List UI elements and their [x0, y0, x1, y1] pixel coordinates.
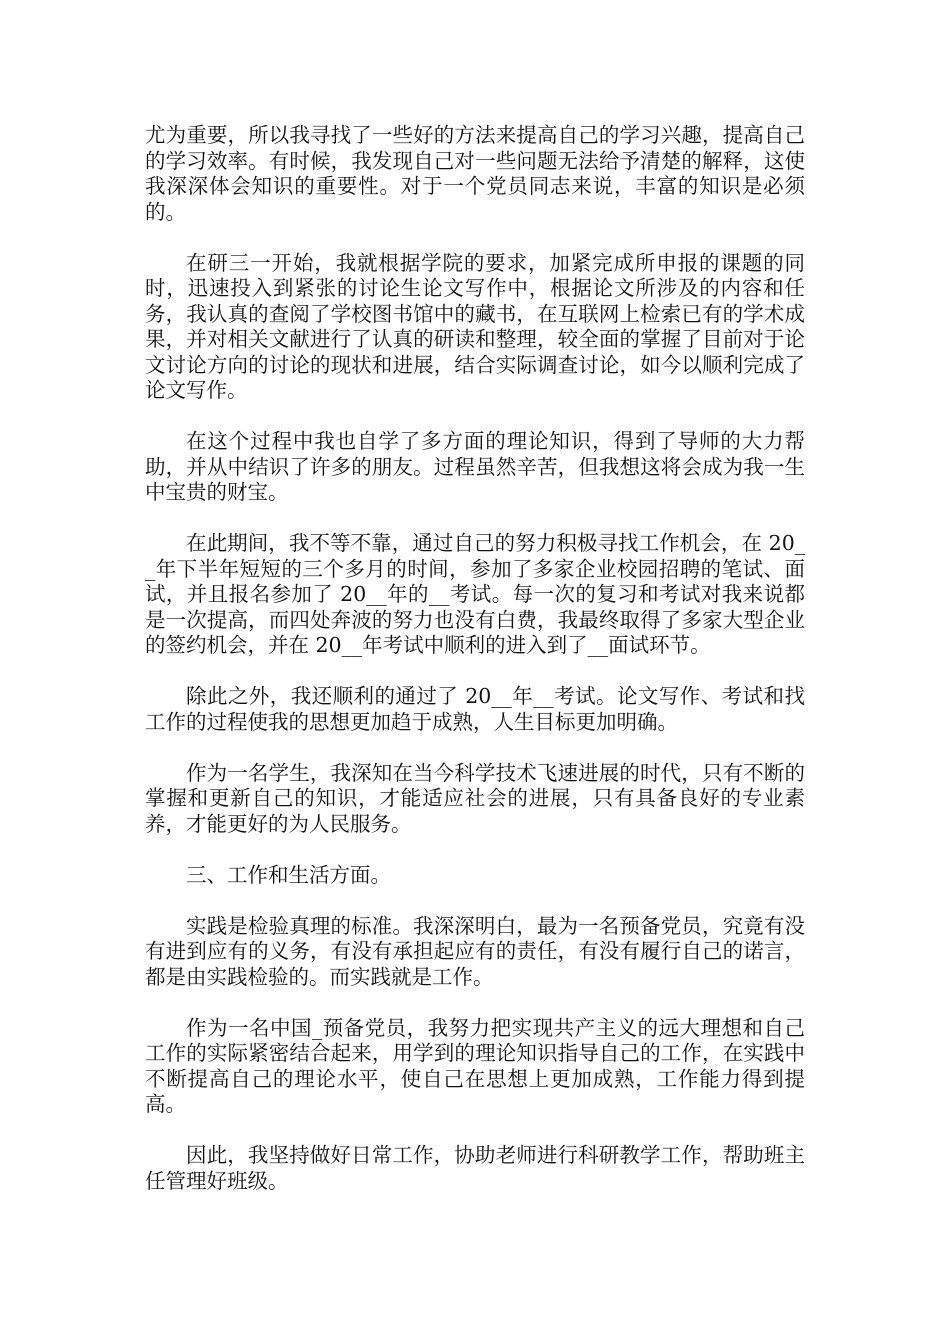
paragraph-job-search: 在此期间，我不等不靠，通过自己的努力积极寻找工作机会，在 20__年下半年短短的三个多月的时间，参加了多家企业校园招聘的笔试、面试，并且报名参加了 20__年的__考试。每一次的复习和考试对我来说都是一次提高，而四处奔波的努力也没有白费，我最终取得了多家大型企业的签约机会，并在 20__年考试中顺利的进入到了__面试环节。	[145, 531, 805, 657]
paragraph-daily-work: 因此，我坚持做好日常工作，协助老师进行科研教学工作，帮助班主任管理好班级。	[145, 1143, 805, 1193]
paragraph-exam: 除此之外，我还顺利的通过了 20__年__考试。论文写作、考试和找工作的过程使我的思想更加趋于成熟，人生目标更加明确。	[145, 684, 805, 734]
section-heading-work-life: 三、工作和生活方面。	[186, 862, 391, 887]
paragraph-thesis-writing: 在研三一开始，我就根据学院的要求，加紧完成所申报的课题的同时，迅速投入到紧张的讨论生论文写作中，根据论文所涉及的内容和任务，我认真的查阅了学校图书馆中的藏书，在互联网上检索已有的学术成果，并对相关文献进行了认真的研读和整理，较全面的掌握了目前对于论文讨论方向的讨论的现状和进展，结合实际调查讨论，如今以顺利完成了论文写作。	[145, 250, 805, 402]
document-body	[145, 123, 805, 1220]
paragraph-practice: 实践是检验真理的标准。我深深明白，最为一名预备党员，究竟有没有进到应有的义务，有没有承担起应有的责任，有没有履行自己的诺言，都是由实践检验的。而实践就是工作。	[145, 913, 805, 989]
paragraph-continued: 尤为重要，所以我寻找了一些好的方法来提高自己的学习兴趣，提高自己的学习效率。有时候，我发现自己对一些问题无法给予清楚的解释，这使我深深体会知识的重要性。对于一个党员同志来说，丰富的知识是必须的。	[145, 123, 805, 224]
paragraph-ideals: 作为一名中国_预备党员，我努力把实现共产主义的远大理想和自己工作的实际紧密结合起来，用学到的理论知识指导自己的工作，在实践中不断提高自己的理论水平，使自己在思想上更加成熟，工作能力得到提高。	[145, 1015, 805, 1116]
paragraph-self-study: 在这个过程中我也自学了多方面的理论知识，得到了导师的大力帮助，并从中结识了许多的朋友。过程虽然辛苦，但我想这将会成为我一生中宝贵的财宝。	[145, 429, 805, 504]
paragraph-student-duty: 作为一名学生，我深知在当今科学技术飞速进展的时代，只有不断的掌握和更新自己的知识，才能适应社会的进展，只有具备良好的专业素养，才能更好的为人民服务。	[145, 760, 805, 836]
